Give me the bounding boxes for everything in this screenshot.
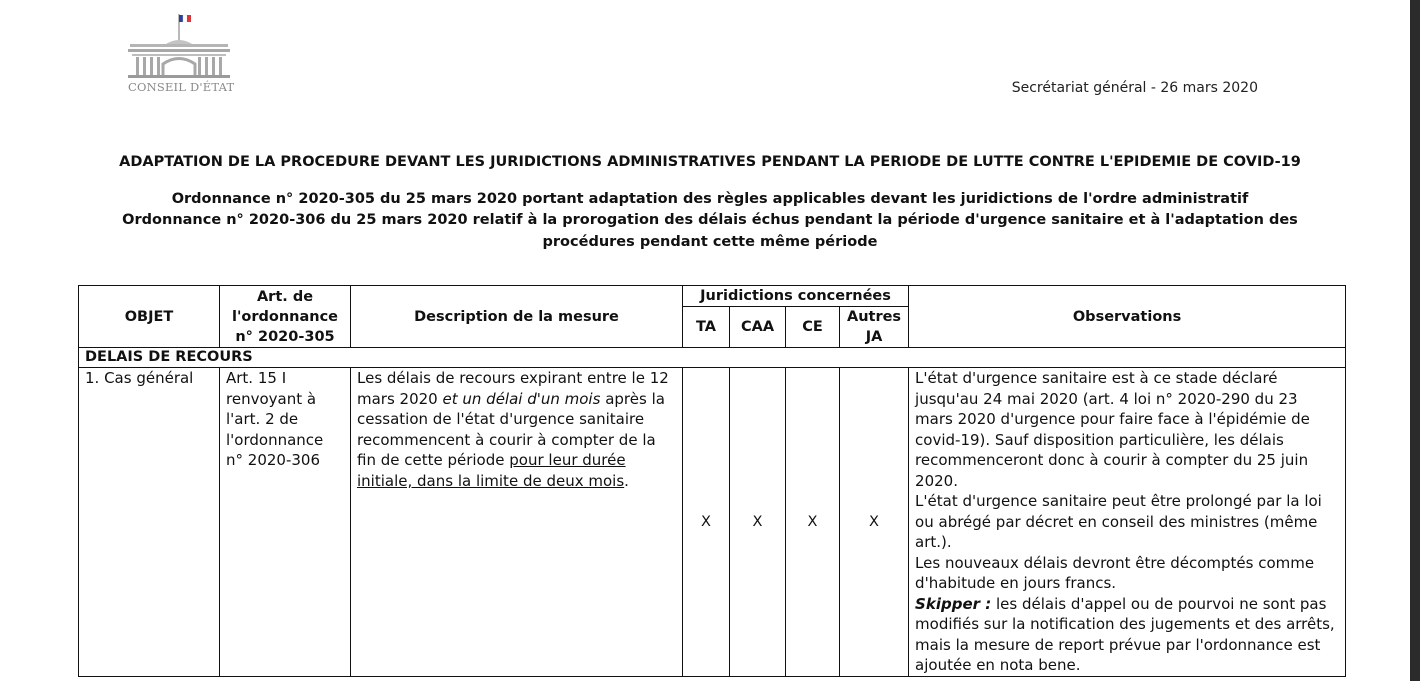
cell-caa-mark: X	[730, 368, 786, 677]
table-row	[79, 368, 1346, 677]
header-objet: OBJET	[79, 286, 220, 348]
cell-observations	[909, 368, 1346, 677]
obs-skipper-label: Skipper :	[915, 594, 992, 613]
measures-table	[78, 285, 1346, 677]
header-article: Art. de l'ordonnance n° 2020-305	[220, 286, 351, 348]
cell-ce-mark: X	[786, 368, 840, 677]
cell-ta-mark: X	[683, 368, 730, 677]
cell-objet: 1. Cas général	[79, 368, 220, 677]
header-description: Description de la mesure	[351, 286, 683, 348]
header-juridictions: Juridictions concernées	[683, 286, 909, 307]
cell-autres-mark: X	[840, 368, 909, 677]
logo-caption: CONSEIL D'ÉTAT	[128, 80, 235, 94]
header-caa: CAA	[730, 307, 786, 348]
subtitle-ordonnance-306: Ordonnance n° 2020-306 du 25 mars 2020 relatif à la prorogation des délais échus pendant la période d'urgence sanitaire et à l'adaptation des procédures pendant cette même période	[122, 212, 1298, 250]
cell-description	[351, 368, 683, 677]
palais-royal-icon	[122, 12, 234, 82]
obs-paragraph-1: L'état d'urgence sanitaire est à ce stade déclaré jusqu'au 24 mai 2020 (art. 4 loi n° 2020-290 du 23 mars 2020 d'urgence pour faire face à l'épidémie de covid-19). Sauf disposition particulière, les délais recommenceront donc à courir à compter du 25 juin 2020.	[915, 369, 1310, 490]
header-ce: CE	[786, 307, 840, 348]
desc-text-end: .	[624, 471, 629, 490]
header-autres-ja: Autres JA	[840, 307, 909, 348]
cell-article: Art. 15 I renvoyant à l'art. 2 de l'ordonnance n° 2020-306	[220, 368, 351, 677]
obs-paragraph-4	[915, 594, 1339, 676]
header-ta: TA	[683, 307, 730, 348]
section-delais-de-recours: DELAIS DE RECOURS	[79, 348, 1346, 368]
obs-paragraph-3: Les nouveaux délais devront être décomptés comme d'habitude en jours francs.	[915, 553, 1315, 592]
desc-text-1: Les délais de recours expirant entre le 12 mars 2020	[357, 369, 669, 408]
window-edge	[1410, 0, 1420, 681]
conseil-etat-logo	[122, 12, 234, 102]
desc-text-underlined: pour leur durée initiale, dans la limite de deux mois	[357, 451, 626, 490]
desc-text-italic: et un délai d'un mois	[442, 389, 601, 408]
document-title: ADAPTATION DE LA PROCEDURE DEVANT LES JURIDICTIONS ADMINISTRATIVES PENDANT LA PERIODE DE LUTTE CONTRE L'EPIDEMIE DE COVID-19	[119, 154, 1301, 170]
desc-text-3: après la cessation de l'état d'urgence sanitaire recommencent à courir à compter de la fin de cette période	[357, 389, 665, 469]
obs-skipper-text: les délais d'appel ou de pourvoi ne sont pas modifiés sur la notification des jugements et des arrêts, mais la mesure de report prévue par l'ordonnance est ajoutée en nota bene.	[915, 594, 1335, 674]
header-observations: Observations	[909, 286, 1346, 348]
obs-paragraph-2: L'état d'urgence sanitaire peut être prolongé par la loi ou abrégé par décret en conseil des ministres (même art.).	[915, 492, 1322, 551]
header-date-line: Secrétariat général - 26 mars 2020	[1011, 80, 1258, 96]
subtitle-ordonnance-305: Ordonnance n° 2020-305 du 25 mars 2020 portant adaptation des règles applicables devant les juridictions de l'ordre administratif	[171, 191, 1249, 207]
